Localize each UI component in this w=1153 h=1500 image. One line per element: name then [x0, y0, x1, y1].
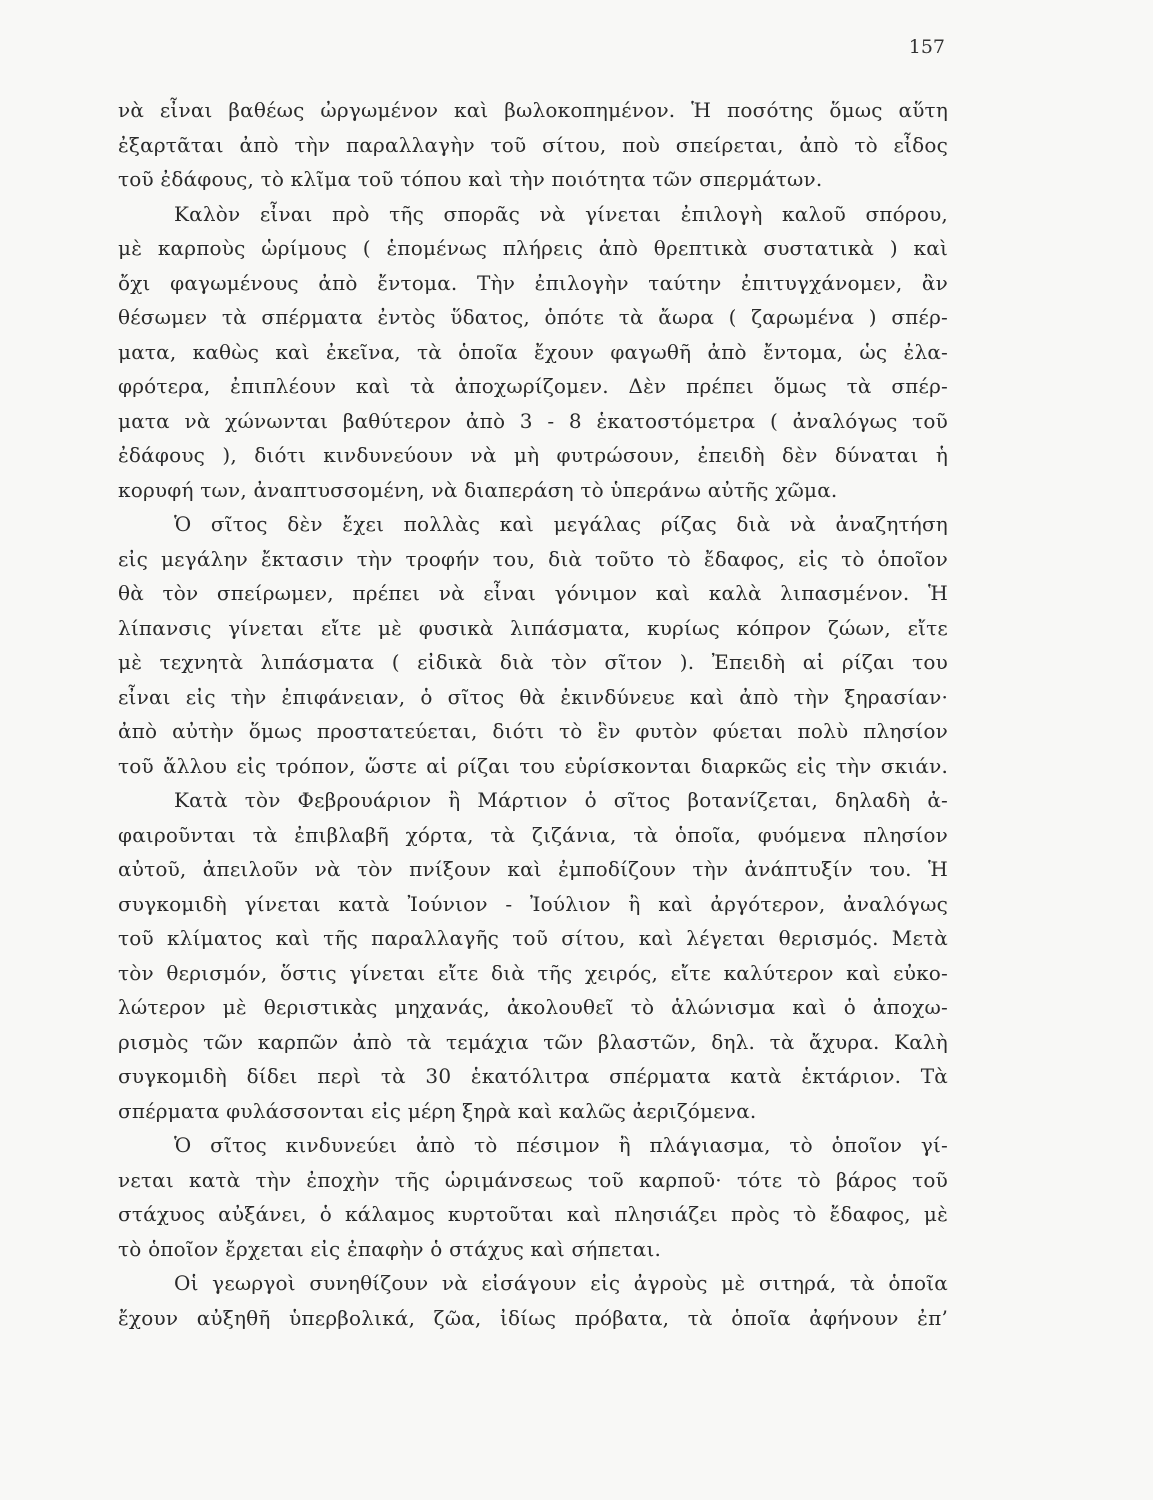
text-line: ρισμὸς τῶν καρπῶν ἀπὸ τὰ τεμάχια τῶν βλαστῶν, δηλ. τὰ ἄχυρα. Καλὴ [118, 1029, 948, 1054]
page-number: 157 [908, 36, 945, 58]
text-line: αὐτοῦ, ἀπειλοῦν νὰ τὸν πνίξουν καὶ ἐμποδίζουν τὴν ἀνάπτυξίν του. Ἡ [118, 857, 948, 881]
text-line: ἔχουν αὐξηθῆ ὑπερβολικά, ζῶα, ἰδίως πρόβατα, τὰ ὁποῖα ἀφήνουν ἐπ’ [118, 1305, 948, 1330]
text-line: τὸ ὁποῖον ἔρχεται εἰς ἐπαφὴν ὁ στάχυς καὶ σήπεται. [118, 1236, 662, 1261]
text-line: ἐδάφους ), διότι κινδυνεύουν νὰ μὴ φυτρώσουν, ἐπειδὴ δὲν δύναται ἡ [118, 443, 948, 467]
text-line: κορυφή των, ἀναπτυσσομένη, νὰ διαπεράση τὸ ὑπεράνω αὐτῆς χῶμα. [118, 477, 838, 502]
text-line: τοῦ κλίματος καὶ τῆς παραλλαγῆς τοῦ σίτου, καὶ λέγεται θερισμός. Μετὰ [118, 926, 948, 950]
text-line: σπέρματα φυλάσσονται εἰς μέρη ξηρὰ καὶ καλῶς ἀεριζόμενα. [118, 1098, 757, 1123]
text-line: φρότερα, ἐπιπλέουν καὶ τὰ ἀποχωρίζομεν. Δὲν πρέπει ὅμως τὰ σπέρ- [118, 374, 948, 398]
text-line: μὲ καρποὺς ὡρίμους ( ἑπομένως πλήρεις ἀπὸ θρεπτικὰ συστατικὰ ) καὶ [118, 236, 948, 260]
text-line: Κατὰ τὸν Φεβρουάριον ἢ Μάρτιον ὁ σῖτος βοτανίζεται, δηλαδὴ ἀ- [174, 788, 948, 812]
text-line: ἐξαρτᾶται ἀπὸ τὴν παραλλαγὴν τοῦ σίτου, ποὺ σπείρεται, ἀπὸ τὸ εἶδος [118, 132, 948, 157]
text-line: μὲ τεχνητὰ λιπάσματα ( εἰδικὰ διὰ τὸν σῖτον ). Ἐπειδὴ αἱ ρίζαι του [118, 650, 948, 674]
text-line: τοῦ ἐδάφους, τὸ κλῖμα τοῦ τόπου καὶ τὴν ποιότητα τῶν σπερμάτων. [118, 167, 823, 191]
text-line: συγκομιδὴ γίνεται κατὰ Ἰούνιον - Ἰούλιον ἢ καὶ ἀργότερον, ἀναλόγως [118, 891, 948, 916]
text-line: φαιροῦνται τὰ ἐπιβλαβῆ χόρτα, τὰ ζιζάνια, τὰ ὁποῖα, φυόμενα πλησίον [118, 822, 948, 847]
text-line: θέσωμεν τὰ σπέρματα ἐντὸς ὕδατος, ὁπότε τὰ ἄωρα ( ζαρωμένα ) σπέρ- [118, 305, 948, 329]
text-line: τοῦ ἄλλου εἰς τρόπον, ὥστε αἱ ρίζαι του εὑρίσκονται διαρκῶς εἰς τὴν σκιάν. [118, 753, 948, 778]
text-line: ἀπὸ αὐτὴν ὅμως προστατεύεται, διότι τὸ ἓν φυτὸν φύεται πολὺ πλησίον [118, 719, 948, 743]
text-line: θὰ τὸν σπείρωμεν, πρέπει νὰ εἶναι γόνιμον καὶ καλὰ λιπασμένον. Ἡ [118, 581, 948, 605]
text-line: ματα, καθὼς καὶ ἐκεῖνα, τὰ ὁποῖα ἔχουν φαγωθῆ ἀπὸ ἔντομα, ὡς ἐλα- [118, 339, 948, 364]
text-line: εἰς μεγάλην ἔκτασιν τὴν τροφήν του, διὰ τοῦτο τὸ ἔδαφος, εἰς τὸ ὁποῖον [118, 546, 948, 571]
text-line: νεται κατὰ τὴν ἐποχὴν τῆς ὡριμάνσεως τοῦ καρποῦ· τότε τὸ βάρος τοῦ [118, 1167, 948, 1192]
text-line: ὄχι φαγωμένους ἀπὸ ἔντομα. Τὴν ἐπιλογὴν ταύτην ἐπιτυγχάνομεν, ἂν [118, 270, 948, 295]
text-line: εἶναι εἰς τὴν ἐπιφάνειαν, ὁ σῖτος θὰ ἐκινδύνευε καὶ ἀπὸ τὴν ξηρασίαν· [118, 684, 948, 709]
text-line: συγκομιδὴ δίδει περὶ τὰ 30 ἑκατόλιτρα σπέρματα κατὰ ἑκτάριον. Τὰ [118, 1064, 948, 1088]
text-line: στάχυος αὐξάνει, ὁ κάλαμος κυρτοῦται καὶ πλησιάζει πρὸς τὸ ἔδαφος, μὲ [118, 1202, 948, 1226]
text-line: λώτερον μὲ θεριστικὰς μηχανάς, ἀκολουθεῖ τὸ ἁλώνισμα καὶ ὁ ἀποχω- [118, 995, 948, 1019]
body-text [118, 93, 948, 1335]
text-line: Οἱ γεωργοὶ συνηθίζουν νὰ εἰσάγουν εἰς ἀγροὺς μὲ σιτηρά, τὰ ὁποῖα [174, 1271, 948, 1295]
text-line: Καλὸν εἶναι πρὸ τῆς σπορᾶς νὰ γίνεται ἐπιλογὴ καλοῦ σπόρου, [174, 201, 948, 226]
text-line: ματα νὰ χώνωνται βαθύτερον ἀπὸ 3 - 8 ἑκατοστόμετρα ( ἀναλόγως τοῦ [118, 408, 948, 433]
text-line: λίπανσις γίνεται εἴτε μὲ φυσικὰ λιπάσματα, κυρίως κόπρον ζώων, εἴτε [118, 615, 948, 640]
text-line: Ὁ σῖτος δὲν ἔχει πολλὰς καὶ μεγάλας ρίζας διὰ νὰ ἀναζητήση [174, 512, 948, 536]
text-line: τὸν θερισμόν, ὅστις γίνεται εἴτε διὰ τῆς χειρός, εἴτε καλύτερον καὶ εὐκο- [118, 960, 948, 985]
text-line: Ὁ σῖτος κινδυνεύει ἀπὸ τὸ πέσιμον ἢ πλάγιασμα, τὸ ὁποῖον γί- [174, 1133, 948, 1157]
text-line: νὰ εἶναι βαθέως ὠργωμένον καὶ βωλοκοπημένον. Ἡ ποσότης ὅμως αὕτη [118, 98, 948, 122]
